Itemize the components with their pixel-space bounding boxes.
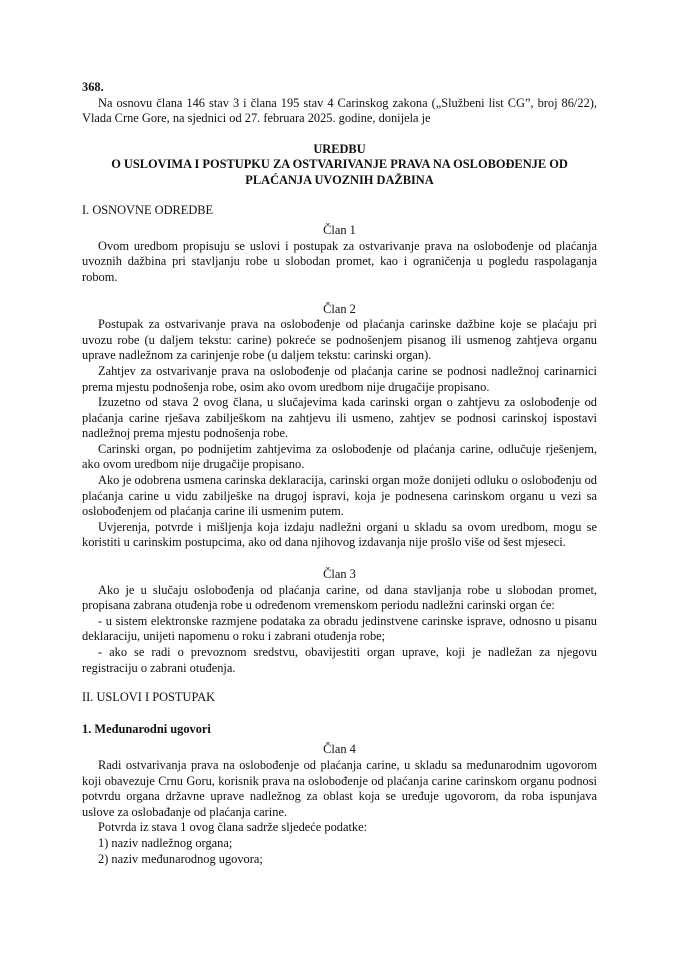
preamble: Na osnovu člana 146 stav 3 i člana 195 stav 4 Carinskog zakona („Službeni list CG”, broj 86/22), Vlada Crne Gore, na sjednici od 27. februara 2025. godine, donijela je [82,95,597,126]
article-3-list-item: - u sistem elektronske razmjene podataka za obradu jedinstvene carinske isprave, odnosno u pisanu deklaraciju, unijeti napomenu o roku i zabrani otuđenja robe; [82,613,597,644]
article-2-paragraph: Uvjerenja, potvrde i mišljenja koja izdaju nadležni organi u skladu sa ovom uredbom, mogu se koristiti u carinskim postupcima, ako od dana njihovog izdavanja nije prošlo više od šest mjeseci. [82,519,597,550]
article-3-label: Član 3 [323,567,356,582]
title-line-3: PLAĆANJA UVOZNIH DAŽBINA [245,172,434,187]
document-number: 368. [82,80,104,94]
article-2-paragraph: Ako je odobrena usmena carinska deklaracija, carinski organ može donijeti odluku o oslobođenju od plaćanja carine u vidu zabilješke na drugoj ispravi, koja je podnesena carinskom organu u vezi sa oslobođenjem od plaćanja carine ili usmenim putem. [82,473,597,519]
article-2-paragraph: Zahtjev za ostvarivanje prava na oslobođenje od plaćanja carine se podnosi nadležnoj carinarnici prema mjestu podnošenja robe, osim ako ovom uredbom nije drugačije propisano. [82,363,597,394]
article-1-label: Član 1 [323,223,356,238]
article-2-paragraph: Postupak za ostvarivanje prava na oslobođenje od plaćanja carinske dažbine koje se plaćaju pri uvozu robe (u daljem tekstu: carine) pokreće se podnošenjem pisanog ili usmenog zahtjeva organu uprave nadležnom za carinjenje robe (u daljem tekstu: carinski organ). [82,317,597,363]
article-3-list-item: - ako se radi o prevoznom sredstvu, obavijestiti organ uprave, koji je nadležan za njegovu registraciju o zabrani otuđenja. [82,645,597,675]
article-4-list-item: 2) naziv međunarodnog ugovora; [98,851,263,866]
article-4-paragraph: Radi ostvarivanja prava na oslobođenje od plaćanja carine, u skladu sa međunarodnim ugovorom koji obavezuje Crnu Goru, korisnik prava na oslobođenje od plaćanja carine carinskom organu podnosi potvrdu organa državne uprave nadležnog za oblast koja se uređuje ugovorom, da roba ispunjava uslove za oslobađanje od plaćanja carine. [82,757,597,819]
document-title [82,142,597,189]
article-2-label: Član 2 [323,301,356,316]
section-heading-2: II. USLOVI I POSTUPAK [82,690,216,705]
article-4-label: Član 4 [323,742,356,757]
article-2-paragraph: Izuzetno od stava 2 ovog člana, u slučajevima kada carinski organ o zahtjevu za oslobođenje od plaćanja carine rješava zabilješkom na zahtjevu ili usmeno, zahtjev se podnosi carinskoj ispostavi nadležnoj prema mjestu podnošenja robe. [82,395,597,441]
article-1-paragraph: Ovom uredbom propisuju se uslovi i postupak za ostvarivanje prava na oslobođenje od plaćanja uvoznih dažbina pri stavljanju robe u slobodan promet, kao i ograničenja u pogledu raspolaganja robom. [82,238,597,284]
article-2-paragraph: Carinski organ, po podnijetim zahtjevima za oslobođenje od plaćanja carine, odlučuje rješenjem, ako ovom uredbom nije drugačije propisano. [82,441,597,472]
section-heading-1: I. OSNOVNE ODREDBE [82,202,214,217]
title-line-2: O USLOVIMA I POSTUPKU ZA OSTVARIVANJE PRAVA NA OSLOBOĐENJE OD [111,157,568,172]
article-3-paragraph: Ako je u slučaju oslobođenja od plaćanja carine, od dana stavljanja robe u slobodan promet, propisana zabrana otuđenja robe u određenom vremenskom periodu nadležni carinski organ će: [82,582,597,613]
title-line-1: UREDBU [313,141,366,156]
subsection-heading: 1. Međunarodni ugovori [82,721,211,736]
article-4-list-item: 1) naziv nadležnog organa; [98,835,233,850]
article-4-paragraph: Potvrda iz stava 1 ovog člana sadrže sljedeće podatke: [98,820,368,835]
